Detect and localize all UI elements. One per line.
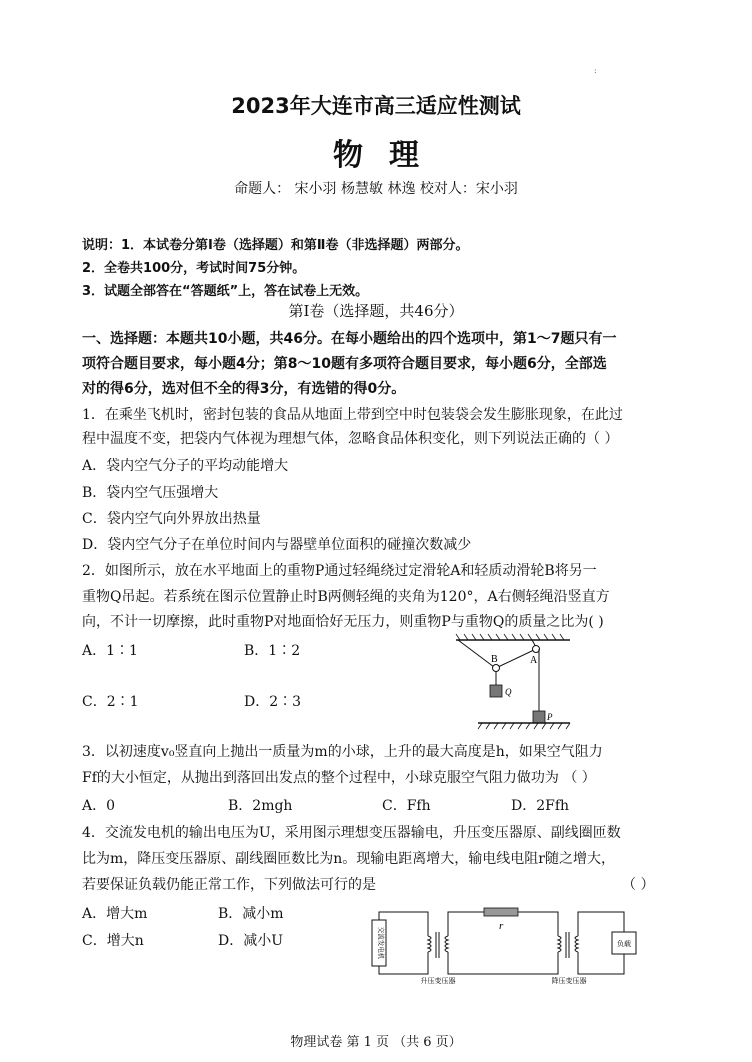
step-up-label: 升压变压器 (420, 977, 456, 985)
label-q: Q (505, 687, 512, 697)
q3-option-b: B．2mgh (228, 798, 293, 814)
label-a: A (530, 655, 538, 666)
transmission-circuit (366, 906, 642, 986)
section-intro-2: 项符合题目要求，每小题4分；第8～10题有多项符合题目要求，每小题6分，全部选 (82, 356, 607, 372)
q1-stem-2: 程中温度不变，把袋内气体视为理想气体，忽略食品体积变化，则下列说法正确的（ ） (82, 431, 619, 447)
resistor-label: r (499, 920, 504, 932)
section-intro-3: 对的得6分，选对但不全的得3分，有选错的得0分。 (82, 381, 406, 397)
weight-q (490, 685, 502, 697)
q4-stem-1: 4．交流发电机的输出电压为U，采用图示理想变压器输电，升压变压器原、副线圈匝数 (82, 825, 621, 841)
weight-p (533, 711, 545, 723)
exam-title: 2023年大连市高三适应性测试 (231, 94, 521, 118)
q2-option-c: C．2∶1 (82, 694, 139, 710)
q4-answer-bracket: （ ） (622, 877, 655, 893)
label-b: B (491, 654, 498, 665)
q4-option-c: C．增大n (82, 933, 144, 949)
q2-option-a: A．1∶1 (82, 643, 138, 659)
line-resistor (484, 908, 518, 916)
q2-option-b: B．1∶2 (244, 643, 301, 659)
subject-title: 物理 (333, 138, 445, 173)
q4-option-d: D．减小U (218, 933, 284, 949)
label-p: P (547, 712, 553, 722)
q1-option-a: A．袋内空气分子的平均动能增大 (82, 458, 289, 474)
q3-option-d: D．2Ffh (511, 798, 570, 814)
q2-option-d: D．2∶3 (244, 694, 302, 710)
corner-mark: : (594, 66, 597, 75)
q3-stem-1: 3．以初速度v₀竖直向上抛出一质量为m的小球，上升的最大高度是h，如果空气阻力 (82, 744, 603, 760)
section-title: 第Ⅰ卷（选择题，共46分） (288, 302, 464, 320)
authors-line: 命题人： 宋小羽 杨慧敏 林逸 校对人：宋小羽 (234, 181, 518, 197)
page-footer: 物理试卷 第 1 页 （共 6 页） (290, 1035, 462, 1050)
q2-stem-3: 向，不计一切摩擦，此时重物P对地面恰好无压力，则重物P与重物Q的质量之比为( ) (82, 614, 604, 630)
step-down-label: 降压变压器 (551, 977, 587, 985)
q4-stem-2: 比为m，降压变压器原、副线圈匝数比为n。现输电距离增大，输电线电阻r随之增大， (82, 851, 615, 867)
generator-label: 交流发电机 (377, 926, 385, 960)
q1-option-b: B．袋内空气压强增大 (82, 485, 219, 501)
pulley-figure (448, 630, 578, 732)
instruction-1: 说明：1．本试卷分第Ⅰ卷（选择题）和第Ⅱ卷（非选择题）两部分。 (82, 238, 469, 253)
section-intro-1: 一、选择题：本题共10小题，共46分。在每小题给出的四个选项中，第1～7题只有一 (82, 331, 617, 347)
q1-option-c: C．袋内空气向外界放出热量 (82, 511, 261, 527)
q3-stem-2: Ff的大小恒定，从抛出到落回出发点的整个过程中，小球克服空气阻力做功为 （ ） (82, 770, 596, 786)
q2-stem-2: 重物Q吊起。若系统在图示位置静止时B两侧轻绳的夹角为120°，A右侧轻绳沿竖直方 (82, 589, 610, 605)
q3-option-a: A．0 (82, 798, 116, 814)
instruction-2: 2．全卷共100分，考试时间75分钟。 (82, 261, 306, 276)
load-label: 负载 (617, 940, 631, 948)
q4-stem-3: 若要保证负载仍能正常工作，下列做法可行的是 (82, 877, 376, 893)
q4-option-b: B．减小m (218, 906, 284, 922)
q3-option-c: C．Ffh (382, 798, 431, 814)
pulley-a (533, 646, 540, 653)
q4-option-a: A．增大m (82, 906, 148, 922)
pulley-b (493, 665, 500, 672)
q1-option-d: D．袋内空气分子在单位时间内与器壁单位面积的碰撞次数减少 (82, 537, 472, 553)
q1-stem-1: 1．在乘坐飞机时，密封包装的食品从地面上带到空中时包装袋会发生膨胀现象，在此过 (82, 407, 623, 423)
q2-stem-1: 2．如图所示，放在水平地面上的重物P通过轻绳绕过定滑轮A和轻质动滑轮B将另一 (82, 563, 597, 579)
instruction-3: 3．试题全部答在“答题纸”上，答在试卷上无效。 (82, 284, 369, 299)
